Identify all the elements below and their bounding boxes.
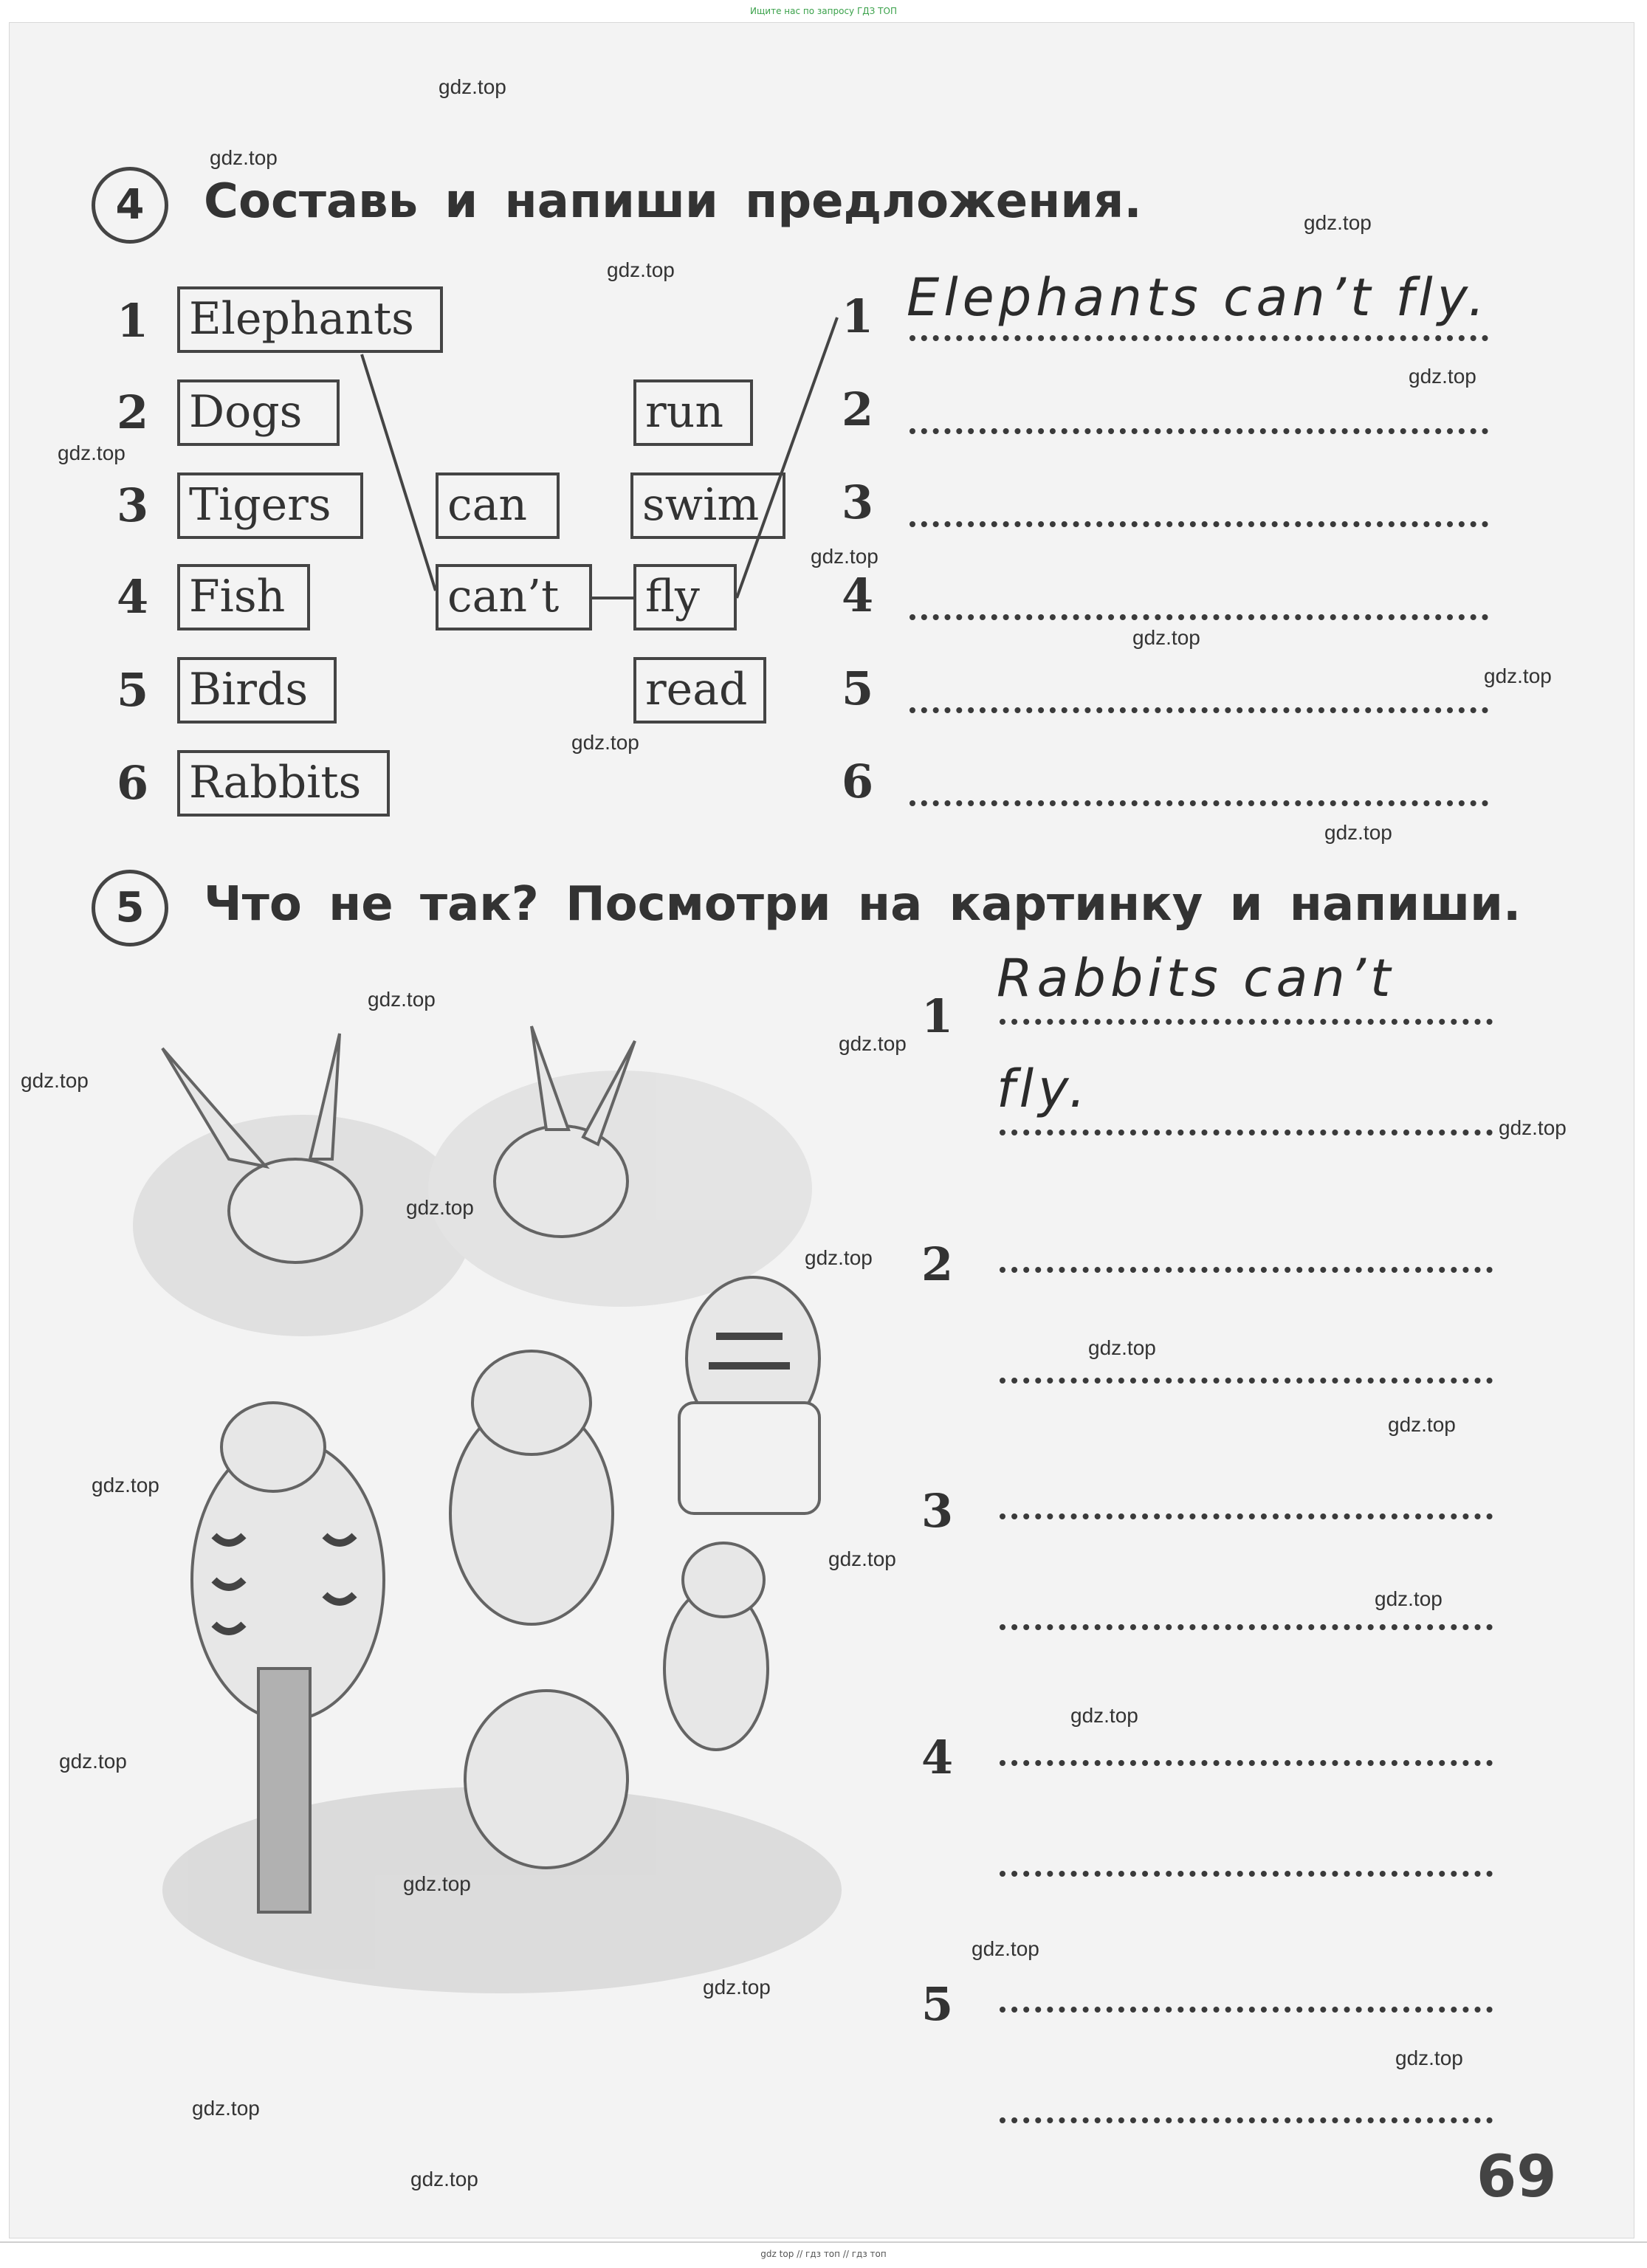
verb-box-run: run [633, 379, 753, 446]
line-elephants-to-cant [362, 354, 436, 591]
watermark-text: gdz.top [1304, 211, 1372, 234]
answer-number: 2 [842, 382, 874, 436]
answer-line[interactable] [1000, 1760, 1493, 1766]
watermark-text: gdz.top [1070, 1704, 1138, 1727]
answer-line[interactable] [1000, 1267, 1493, 1273]
verb-box-swim: swim [630, 472, 785, 539]
scooter-post [258, 1669, 310, 1912]
watermark-text: gdz.top [1409, 365, 1476, 388]
watermark-text: gdz.top [403, 1872, 471, 1895]
answer-number: 3 [842, 475, 874, 529]
handwritten-answer: Rabbits can’t [997, 948, 1395, 1008]
watermark-text: gdz.top [972, 1937, 1039, 1960]
answer-number: 3 [921, 1484, 954, 1538]
watermark-text: gdz.top [406, 1196, 474, 1219]
subject-number: 5 [117, 663, 149, 717]
verb-box-read: read [633, 657, 766, 724]
answer-line[interactable] [910, 521, 1488, 527]
watermark-text: gdz.top [607, 258, 675, 281]
subject-box: Rabbits [177, 750, 390, 817]
subject-box: Dogs [177, 379, 340, 446]
watermark-text: gdz.top [210, 146, 278, 169]
page-number: 69 [1476, 2144, 1557, 2210]
answer-number: 1 [842, 289, 874, 343]
answer-line[interactable] [1000, 1871, 1493, 1877]
watermark-text: gdz.top [368, 988, 436, 1011]
watermark-text: gdz.top [1388, 1413, 1456, 1436]
answer-number: 4 [842, 568, 874, 622]
verb-box-fly: fly [633, 564, 737, 630]
watermark-text: gdz.top [1324, 821, 1392, 844]
watermark-text: gdz.top [1499, 1116, 1567, 1139]
answer-line[interactable] [910, 428, 1488, 434]
elephant-head [683, 1543, 764, 1617]
footer-divider [0, 2241, 1647, 2243]
watermark-text: gdz.top [58, 441, 125, 464]
tiger-head [221, 1403, 325, 1491]
answer-line[interactable] [910, 800, 1488, 806]
modal-box-can: can [436, 472, 560, 539]
answer-number: 5 [921, 1977, 954, 2031]
watermark-text: gdz.top [1395, 2047, 1463, 2069]
answer-number: 6 [842, 755, 874, 808]
watermark-text: gdz.top [21, 1069, 89, 1092]
watermark-text: gdz.top [703, 1976, 771, 1999]
watermark-text: gdz.top [828, 1547, 896, 1570]
watermark-text: gdz.top [1375, 1587, 1443, 1610]
watermark-text: gdz.top [92, 1474, 159, 1496]
handwritten-answer: fly. [997, 1059, 1090, 1119]
watermark-text: gdz.top [410, 2168, 478, 2190]
subject-number: 6 [117, 756, 149, 810]
subject-box: Tigers [177, 472, 363, 539]
footer-banner[interactable]: gdz top // гдз топ // гдз топ [760, 2249, 887, 2259]
subject-number: 1 [117, 294, 149, 348]
subject-box: Birds [177, 657, 337, 724]
watermark-text: gdz.top [1132, 626, 1200, 649]
task-5-title: Что не так? Посмотри на картинку и напиши. [204, 877, 1522, 932]
dog-body [465, 1691, 627, 1868]
watermark-text: gdz.top [805, 1246, 873, 1269]
watermark-text: gdz.top [571, 731, 639, 754]
task-5-number: 5 [92, 870, 168, 946]
answer-number: 2 [921, 1237, 954, 1291]
animals-illustration [118, 1019, 878, 2008]
answer-line[interactable] [1000, 2117, 1493, 2123]
answer-number: 1 [921, 989, 954, 1043]
answer-line[interactable] [1000, 1019, 1493, 1025]
task-4-number: 4 [92, 167, 168, 244]
watermark-text: gdz.top [1484, 664, 1552, 687]
answer-line[interactable] [910, 335, 1488, 341]
answer-line[interactable] [910, 614, 1488, 620]
answer-line[interactable] [1000, 1513, 1493, 1519]
answer-line[interactable] [1000, 1624, 1493, 1630]
answer-number: 5 [842, 662, 874, 715]
answer-line[interactable] [1000, 2007, 1493, 2013]
subject-box: Fish [177, 564, 310, 630]
answer-line[interactable] [910, 707, 1488, 713]
subject-box: Elephants [177, 286, 443, 353]
watermark-text: gdz.top [192, 2097, 260, 2120]
cat-head [472, 1351, 591, 1454]
answer-line[interactable] [1000, 1130, 1493, 1135]
modal-box-cant: can’t [436, 564, 592, 630]
handwritten-answer: Elephants can’t fly. [907, 267, 1489, 328]
rabbit-right-body [495, 1126, 627, 1237]
watermark-text: gdz.top [59, 1750, 127, 1773]
answer-line[interactable] [1000, 1378, 1493, 1384]
subject-number: 3 [117, 478, 149, 532]
subject-number: 4 [117, 570, 149, 624]
subject-number: 2 [117, 385, 149, 439]
watermark-text: gdz.top [839, 1032, 907, 1055]
answer-number: 4 [921, 1731, 954, 1784]
top-banner[interactable]: Ищите нас по запросу ГДЗ ТОП [750, 6, 897, 16]
watermark-text: gdz.top [811, 545, 878, 568]
task-4-title: Составь и напиши предложения. [204, 174, 1142, 229]
rabbit-left-body [229, 1159, 362, 1262]
zebra-book [679, 1403, 819, 1513]
watermark-text: gdz.top [1088, 1336, 1156, 1359]
watermark-text: gdz.top [439, 75, 506, 98]
